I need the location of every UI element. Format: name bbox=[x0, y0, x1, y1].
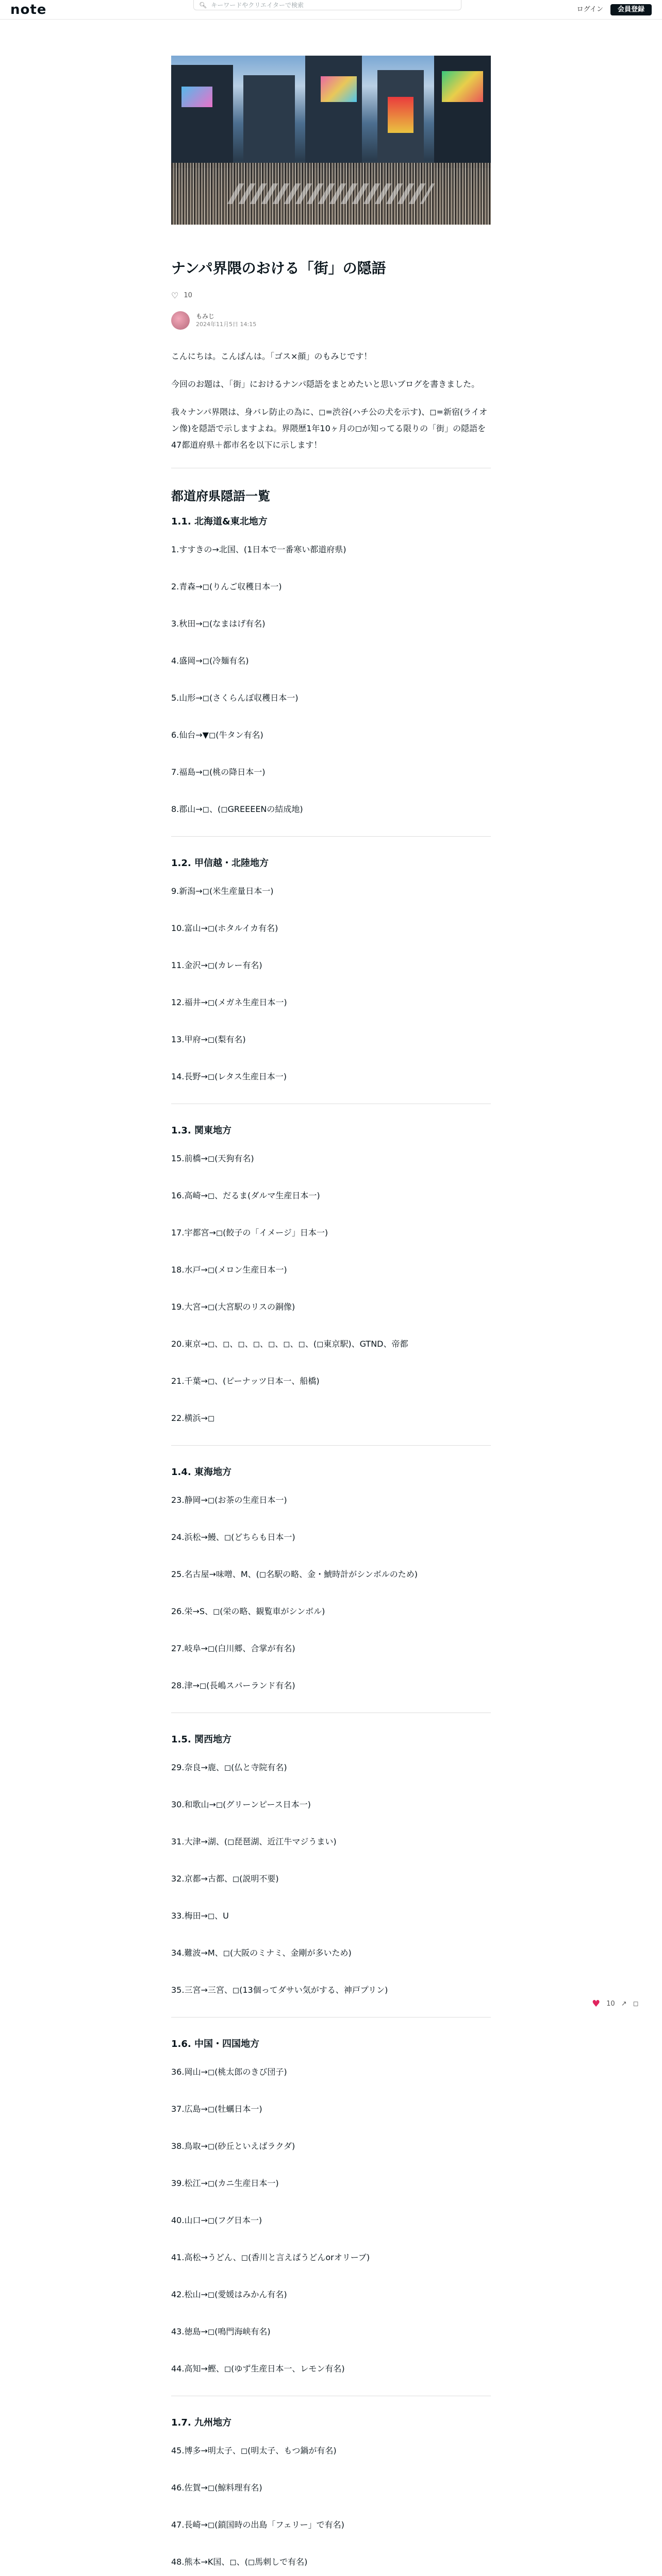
list-item: 20.東京→◻、◻、◻、◻、◻、◻、◻、(◻東京駅)、GTND、帝都 bbox=[171, 1339, 408, 1349]
list-item: 42.松山→◻(愛媛はみかん有名) bbox=[171, 2290, 287, 2299]
region-block bbox=[171, 2396, 491, 2576]
share-icon[interactable]: ↗ bbox=[621, 2000, 627, 2008]
region-block bbox=[171, 513, 491, 818]
list-item: 36.岡山→◻(桃太郎のきび団子) bbox=[171, 2067, 287, 2077]
divider bbox=[171, 836, 491, 837]
list-item: 31.大津→湖、(◻琵琶湖、近江牛マジうまい) bbox=[171, 1837, 337, 1846]
list-item: 26.栄→S、◻(栄の略、観覧車がシンボル) bbox=[171, 1606, 325, 1616]
region-heading: 1.1. 北海道&東北地方 bbox=[171, 516, 268, 527]
divider bbox=[171, 1445, 491, 1446]
region-block bbox=[171, 1104, 491, 1427]
author-info[interactable] bbox=[171, 311, 491, 330]
list-item: 28.津→◻(長嶋スパーランド有名) bbox=[171, 1681, 295, 1690]
avatar[interactable] bbox=[171, 311, 190, 330]
list-item: 17.宇都宮→◻(餃子の「イメージ」日本一) bbox=[171, 1228, 328, 1238]
list-item: 14.長野→◻(レタス生産日本一) bbox=[171, 1072, 287, 1081]
list-item: 47.長崎→◻(鎖国時の出島「フェリー」で有名) bbox=[171, 2520, 344, 2530]
list-item: 3.秋田→◻(なまはげ有名) bbox=[171, 619, 266, 629]
list-item: 43.徳島→◻(鳴門海峡有名) bbox=[171, 2327, 271, 2336]
region-block bbox=[171, 1445, 491, 1694]
author-name[interactable]: もみじ bbox=[196, 313, 215, 320]
list-item: 29.奈良→鹿、◻(仏と寺院有名) bbox=[171, 1762, 287, 1772]
list-item: 4.盛岡→◻(冷麺有名) bbox=[171, 656, 249, 666]
list-item: 2.青森→◻(りんご収穫日本一) bbox=[171, 582, 282, 591]
login-link[interactable]: ログイン bbox=[576, 5, 603, 13]
heart-icon[interactable]: ♥ bbox=[592, 1998, 601, 2009]
list-item: 23.静岡→◻(お茶の生産日本一) bbox=[171, 1495, 287, 1505]
list-item: 45.博多→明太子、◻(明太子、もつ鍋が有名) bbox=[171, 2446, 337, 2455]
region-heading: 1.6. 中国・四国地方 bbox=[171, 2039, 259, 2049]
list-item: 37.広島→◻(牡蠣日本一) bbox=[171, 2104, 262, 2114]
divider bbox=[171, 2017, 491, 2018]
region-block bbox=[171, 2017, 491, 2377]
list-item: 44.高知→鰹、◻(ゆず生産日本一、レモン有名) bbox=[171, 2364, 345, 2374]
list-item: 38.鳥取→◻(砂丘といえばラクダ) bbox=[171, 2141, 295, 2151]
hero-image bbox=[171, 56, 491, 225]
list-item: 35.三宮→三宮、◻(13個ってダサい気がする、神戸プリン) bbox=[171, 1985, 388, 1995]
list-item: 48.熊本→K国、◻、(◻馬刺しで有名) bbox=[171, 2557, 308, 2567]
intro-paragraph: 今回のお題は、「街」におけるナンパ隠語をまとめたいと思いブログを書きました。 bbox=[171, 379, 480, 389]
heart-icon[interactable]: ♡ bbox=[171, 291, 179, 300]
section-heading: 都道府県隠語一覧 bbox=[171, 489, 270, 503]
list-item: 18.水戸→◻(メロン生産日本一) bbox=[171, 1265, 287, 1275]
header-actions bbox=[577, 0, 652, 20]
site-header bbox=[0, 0, 662, 20]
list-item: 12.福井→◻(メガネ生産日本一) bbox=[171, 997, 287, 1007]
intro-paragraph: 我々ナンパ界隈は、身バレ防止の為に、◻=渋谷(ハチ公の犬を示す)、◻=新宿(ライオン像)を隠語で示しますよね。界隈歴1年10ヶ月の◻が知ってる限りの「街」の隠語を47都道府県＋都市名を以下に示します！ bbox=[171, 407, 488, 450]
list-item: 7.福島→◻(桃の降日本一) bbox=[171, 767, 266, 777]
list-item: 30.和歌山→◻(グリーンピース日本一) bbox=[171, 1800, 311, 1809]
region-block bbox=[171, 836, 491, 1085]
list-item: 46.佐賀→◻(鯨料理有名) bbox=[171, 2483, 262, 2493]
publish-date: 2024年11月5日 14:15 bbox=[196, 320, 257, 328]
list-item: 40.山口→◻(フグ日本一) bbox=[171, 2215, 262, 2225]
list-item: 21.千葉→◻、(ピーナッツ日本一、船橋) bbox=[171, 1376, 320, 1386]
list-item: 15.前橋→◻(天狗有名) bbox=[171, 1154, 254, 1163]
list-item: 5.山形→◻(さくらんぼ収穫日本一) bbox=[171, 693, 299, 703]
like-row bbox=[171, 287, 491, 304]
search-input[interactable] bbox=[193, 0, 461, 10]
floating-like bbox=[592, 1995, 638, 2013]
floating-like-count: 10 bbox=[606, 2000, 615, 2008]
search-placeholder: キーワードやクリエイターで検索 bbox=[211, 1, 304, 9]
list-item: 27.岐阜→◻(白川郷、合掌が有名) bbox=[171, 1643, 295, 1653]
note-logo[interactable]: note bbox=[10, 2, 47, 18]
list-item: 33.梅田→◻、U bbox=[171, 1911, 229, 1921]
region-block bbox=[171, 1713, 491, 1998]
list-item: 22.横浜→◻ bbox=[171, 1413, 215, 1423]
like-count: 10 bbox=[184, 292, 192, 299]
list-item: 8.郡山→◻、(◻GREEEENの結成地) bbox=[171, 804, 303, 814]
signup-button[interactable]: 会員登録 bbox=[610, 4, 652, 15]
list-item: 24.浜松→鰻、◻(どちらも日本一) bbox=[171, 1532, 295, 1542]
region-heading: 1.5. 関西地方 bbox=[171, 1734, 231, 1745]
list-item: 6.仙台→▼◻(牛タン有名) bbox=[171, 730, 263, 740]
list-item: 16.高崎→◻、だるま(ダルマ生産日本一) bbox=[171, 1191, 320, 1200]
region-list bbox=[171, 513, 491, 2576]
article-title: ナンパ界隈のおける「街」の隠語 bbox=[171, 260, 386, 277]
list-item: 10.富山→◻(ホタルイカ有名) bbox=[171, 923, 278, 933]
list-item: 39.松江→◻(カニ生産日本一) bbox=[171, 2178, 279, 2188]
bookmark-icon[interactable]: ◻ bbox=[633, 2000, 639, 2008]
list-item: 32.京都→古都、◻(説明不要) bbox=[171, 1874, 279, 1884]
list-item: 34.難波→M、◻(大阪のミナミ、金剛が多いため) bbox=[171, 1948, 352, 1958]
region-heading: 1.2. 甲信越・北陸地方 bbox=[171, 858, 269, 869]
list-item: 9.新潟→◻(米生産量日本一) bbox=[171, 886, 274, 896]
region-heading: 1.4. 東海地方 bbox=[171, 1467, 231, 1478]
list-item: 11.金沢→◻(カレー有名) bbox=[171, 960, 262, 970]
article bbox=[171, 0, 491, 2576]
list-item: 41.高松→うどん、◻(香川と言えばうどんorオリーブ) bbox=[171, 2252, 370, 2262]
region-heading: 1.7. 九州地方 bbox=[171, 2417, 231, 2428]
list-item: 13.甲府→◻(梨有名) bbox=[171, 1035, 246, 1044]
list-item: 25.名古屋→味噌、M、(◻名駅の略、金・鯱時計がシンボルのため) bbox=[171, 1569, 418, 1579]
search-icon: 🔍︎ bbox=[199, 1, 207, 9]
region-heading: 1.3. 関東地方 bbox=[171, 1125, 231, 1136]
list-item: 19.大宮→◻(大宮駅のリスの銅像) bbox=[171, 1302, 295, 1312]
intro-paragraph: こんにちは。こんばんは。「ゴス×顔」のもみじです！ bbox=[171, 351, 372, 361]
list-item: 1.すすきの→北国、(1日本で一番寒い都道府県) bbox=[171, 545, 346, 554]
